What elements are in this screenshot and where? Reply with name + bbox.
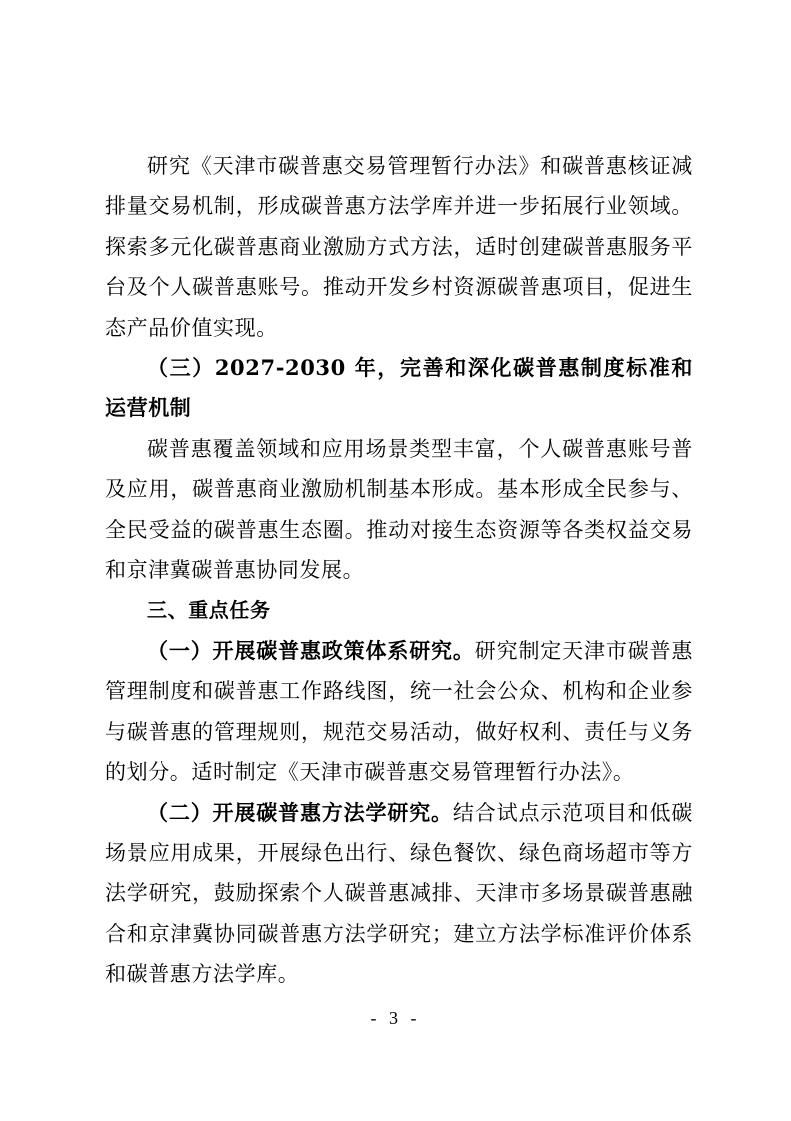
document-body	[105, 146, 693, 995]
paragraph-coverage-application	[105, 429, 693, 591]
paragraph-text: 研究制定天津市碳普惠管理制度和碳普惠工作路线图，统一社会公众、机构和企业参与碳普惠的管理规则，规范交易活动，做好权利、责任与义务的划分。适时制定《天津市碳普惠交易管理暂行办法》。	[105, 638, 693, 785]
paragraph-research-trading-mechanism	[105, 146, 693, 348]
paragraph-policy-system-research	[105, 631, 693, 793]
paragraph-text: 结合试点示范项目和低碳场景应用成果，开展绿色出行、绿色餐饮、绿色商场超市等方法学研究，鼓励探索个人碳普惠减排、天津市多场景碳普惠融合和京津冀协同碳普惠方法学研究；建立方法学标准评价体系和碳普惠方法学库。	[105, 800, 693, 987]
paragraph-methodology-research	[105, 793, 693, 995]
paragraph-lead: （二）开展碳普惠方法学研究。	[147, 799, 453, 825]
section-heading-text: 三、重点任务	[147, 598, 271, 623]
paragraph-text: 研究《天津市碳普惠交易管理暂行办法》和碳普惠核证减排量交易机制，形成碳普惠方法学库并进一步拓展行业领域。探索多元化碳普惠商业激励方式方法，适时创建碳普惠服务平台及个人碳普惠账号。推动开发乡村资源碳普惠项目，促进生态产品价值实现。	[105, 154, 693, 340]
section-heading-key-tasks	[105, 590, 693, 630]
paragraph-lead: （一）开展碳普惠政策体系研究。	[147, 637, 475, 663]
subheading-text: （三）2027-2030 年，完善和深化碳普惠制度标准和运营机制	[105, 355, 693, 421]
page-number: - 3 -	[370, 1008, 421, 1028]
subheading-2027-2030	[105, 348, 693, 429]
paragraph-text: 碳普惠覆盖领域和应用场景类型丰富，个人碳普惠账号普及应用，碳普惠商业激励机制基本形成。基本形成全民参与、全民受益的碳普惠生态圈。推动对接生态资源等各类权益交易和京津冀碳普惠协同发展。	[105, 436, 693, 583]
